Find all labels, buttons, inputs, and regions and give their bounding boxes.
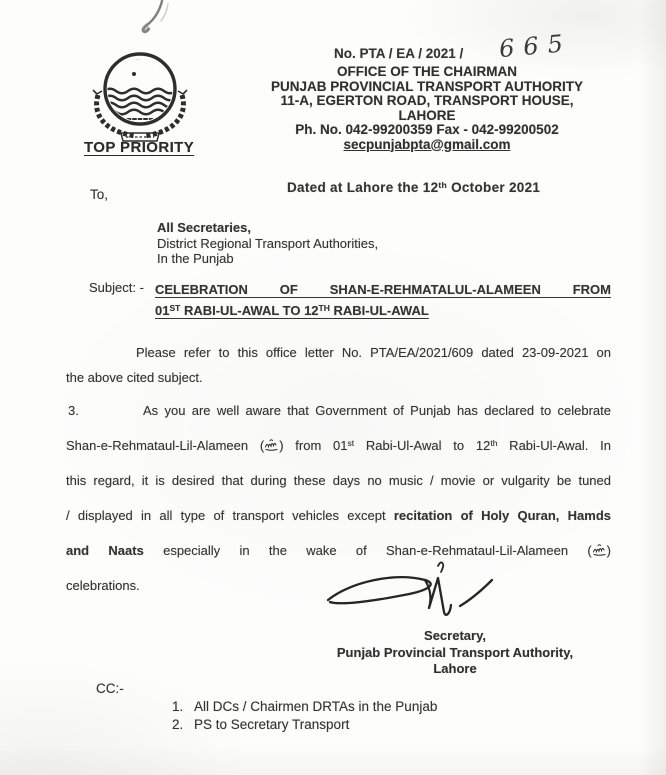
paragraph-line: celebrations. bbox=[66, 578, 140, 593]
date-line: Dated at Lahore the 12th October 2021 bbox=[287, 180, 541, 195]
reference-number-label: No. PTA / EA / 2021 / bbox=[334, 46, 464, 61]
paragraph-number: 3. bbox=[68, 403, 79, 418]
reference-number-handwritten: 665 bbox=[497, 28, 573, 64]
cc-label: CC:- bbox=[96, 681, 124, 696]
paragraph-line: this regard, it is desired that during these days no music / movie or vulgarity be tuned bbox=[66, 473, 611, 488]
paragraph-line: / displayed in all type of transport vehicles except recitation of Holy Quran, Hamds bbox=[66, 508, 611, 523]
addressee-line: District Regional Transport Authorities, bbox=[157, 235, 379, 251]
signatory-block bbox=[329, 628, 581, 678]
paragraph-line: the above cited subject. bbox=[66, 370, 203, 385]
addressee-line: All Secretaries, bbox=[157, 220, 251, 235]
office-title: OFFICE OF THE CHAIRMAN bbox=[337, 64, 517, 79]
subject-text bbox=[155, 279, 611, 321]
authority-name: PUNJAB PROVINCIAL TRANSPORT AUTHORITY bbox=[270, 78, 584, 94]
email-address: secpunjabpta@gmail.com bbox=[343, 136, 511, 152]
subject-line-1: CELEBRATION OF SHAN-E-REHMATALUL-ALAMEEN FROM bbox=[155, 282, 611, 297]
paragraph-line: Please refer to this office letter No. PTA/EA/2021/609 dated 23-09-2021 on bbox=[136, 345, 611, 360]
paragraph-line: and Naats especially in the wake of Shan-e-Rehmataul-Lil-Alameen ( ) bbox=[66, 543, 611, 558]
signatory-org: Punjab Provincial Transport Authority, bbox=[336, 644, 574, 660]
paragraph-line: As you are well aware that Government of Punjab has declared to celebrate bbox=[143, 403, 611, 418]
pen-stroke-icon bbox=[136, 0, 176, 39]
to-label: To, bbox=[90, 187, 109, 202]
cc-list bbox=[172, 698, 437, 733]
signatory-title: Secretary, bbox=[424, 628, 486, 643]
phone-fax-line: Ph. No. 042-99200359 Fax - 042-99200502 bbox=[295, 122, 559, 137]
pbuh-symbol-icon bbox=[264, 438, 279, 453]
date-ordinal-superscript: th bbox=[438, 180, 448, 190]
address-line: 11-A, EGERTON ROAD, TRANSPORT HOUSE, bbox=[280, 93, 574, 108]
letterhead-office-block bbox=[258, 65, 596, 152]
subject-line-2: 01ST RABI-UL-AWAL TO 12TH RABI-UL-AWAL bbox=[155, 303, 429, 318]
paragraph-line: Shan-e-Rehmataul-Lil-Alameen ( ) from 01st Rabi-Ul-Awal to 12th Rabi-Ul-Awal. In bbox=[66, 438, 612, 453]
cc-item: 1. All DCs / Chairmen DRTAs in the Punjab bbox=[172, 699, 438, 714]
addressee-line: In the Punjab bbox=[157, 251, 234, 266]
paragraph-reference bbox=[66, 340, 611, 390]
subject-row bbox=[89, 279, 611, 321]
top-priority-stamp: TOP PRIORITY bbox=[84, 139, 195, 156]
address-city: LAHORE bbox=[398, 107, 456, 123]
cc-item: 2. PS to Secretary Transport bbox=[172, 716, 350, 732]
addressee-block bbox=[157, 220, 378, 267]
punjab-government-crest-icon bbox=[84, 45, 196, 148]
subject-label: Subject: - bbox=[89, 280, 144, 295]
signatory-city: Lahore bbox=[433, 661, 477, 676]
handwritten-signature-icon bbox=[320, 548, 505, 631]
pbuh-symbol-icon bbox=[592, 543, 607, 558]
